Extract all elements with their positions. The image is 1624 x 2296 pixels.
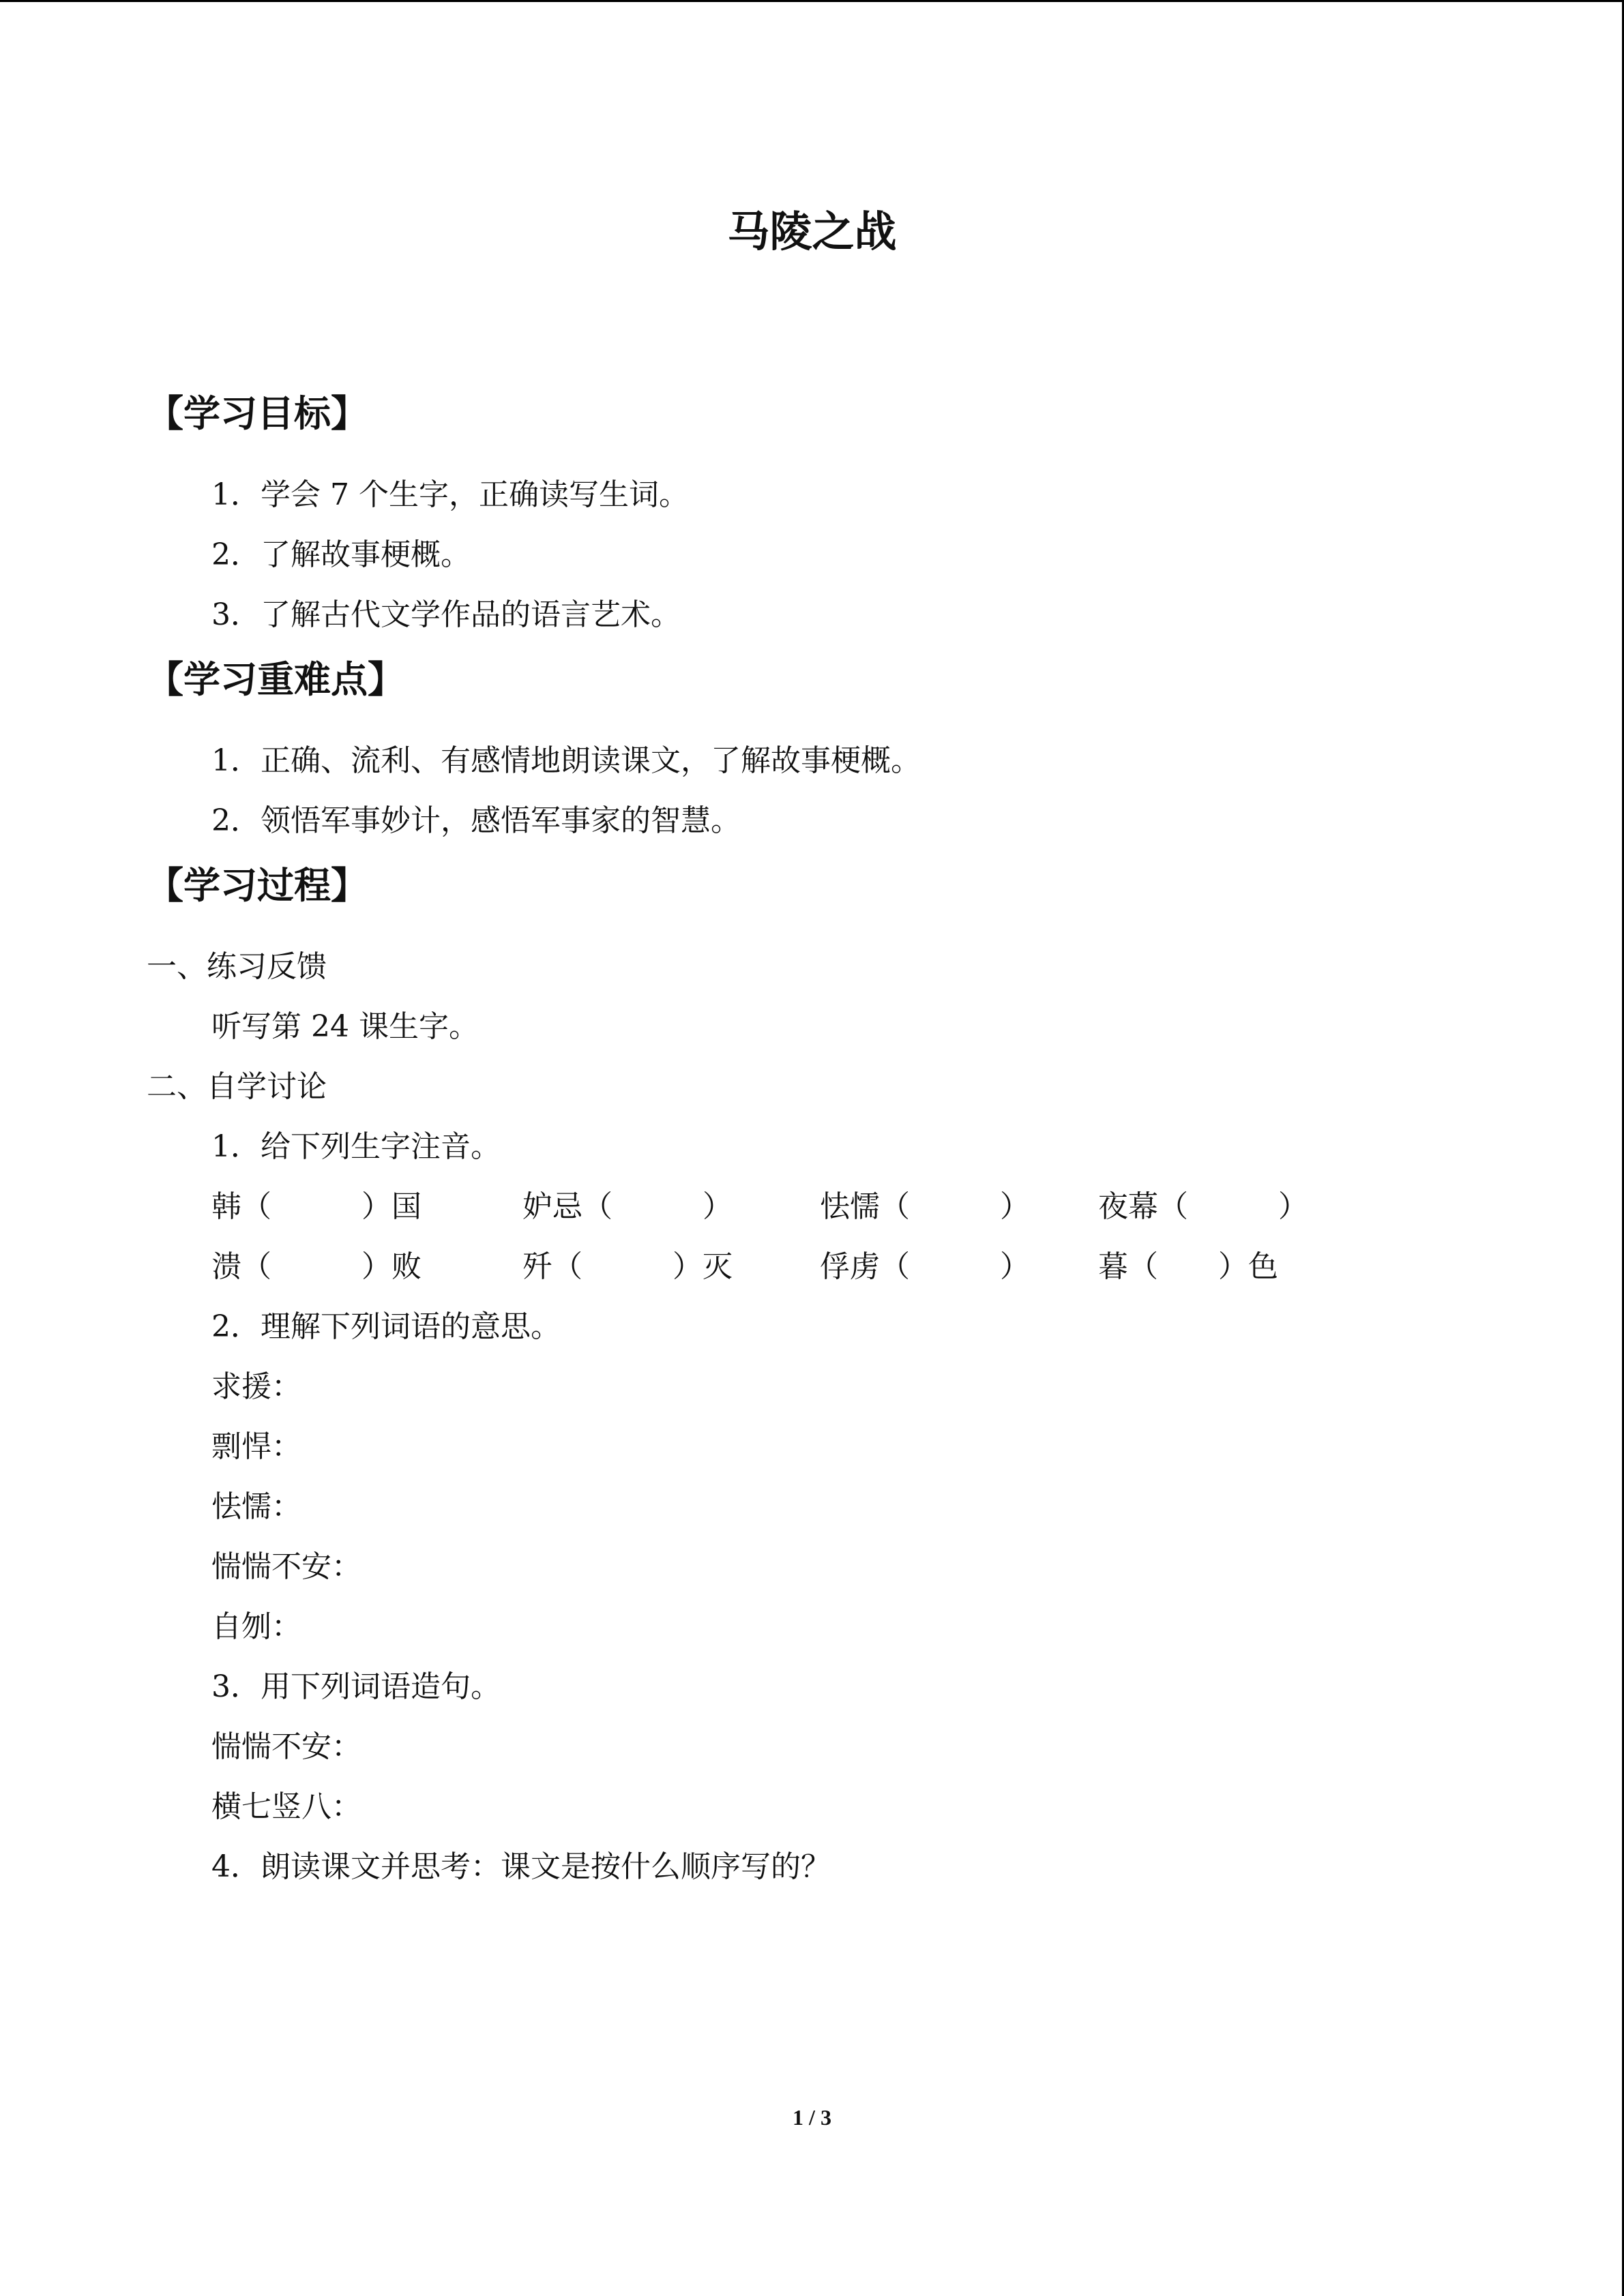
- document-title: 马陵之战: [727, 207, 897, 256]
- goal-item-1: 1．学会 7 个生字，正确读写生词。: [211, 477, 689, 512]
- pinyin-item: 怯懦（ ）: [820, 1189, 1030, 1224]
- page-number: 1 / 3: [793, 2105, 831, 2130]
- keypoint-item-1: 1．正确、流利、有感情地朗读课文，了解故事梗概。: [211, 743, 921, 778]
- part1-label: 一、练习反馈: [147, 949, 327, 984]
- keypoint-item-2: 2．领悟军事妙计，感悟军事家的智慧。: [211, 803, 741, 838]
- pinyin-item: 俘虏（ ）: [820, 1249, 1030, 1284]
- sentence-term-item: 惴惴不安：: [211, 1729, 361, 1764]
- pinyin-item: 歼（ ）灭: [522, 1249, 733, 1284]
- page-border-top: [0, 0, 1624, 2]
- sentence-term-item: 横七竖八：: [211, 1789, 361, 1824]
- question-2: 2．理解下列词语的意思。: [211, 1309, 561, 1344]
- question-4: 4．朗读课文并思考：课文是按什么顺序写的？: [211, 1849, 831, 1884]
- term-item: 剽悍：: [211, 1429, 301, 1464]
- question-1: 1．给下列生字注音。: [211, 1129, 501, 1164]
- goal-item-2: 2．了解故事梗概。: [211, 537, 471, 572]
- pinyin-item: 溃（ ）败: [211, 1249, 422, 1284]
- term-item: 惴惴不安：: [211, 1549, 361, 1584]
- goal-item-3: 3．了解古代文学作品的语言艺术。: [211, 597, 681, 632]
- term-item: 求援：: [211, 1369, 301, 1404]
- term-item: 怯懦：: [211, 1489, 301, 1524]
- heading-learning-process: 【学习过程】: [147, 864, 368, 907]
- heading-key-points: 【学习重难点】: [147, 658, 404, 701]
- part2-label: 二、自学讨论: [147, 1069, 327, 1104]
- pinyin-item: 妒忌（ ）: [522, 1189, 733, 1224]
- pinyin-item: 暮（ ）色: [1098, 1249, 1278, 1284]
- term-item: 自刎：: [211, 1609, 301, 1644]
- question-3: 3．用下列词语造句。: [211, 1669, 501, 1704]
- heading-learning-goals: 【学习目标】: [147, 392, 368, 435]
- part1-text: 听写第 24 课生字。: [211, 1009, 479, 1044]
- pinyin-item: 夜幕（ ）: [1098, 1189, 1308, 1224]
- pinyin-item: 韩（ ）国: [211, 1189, 422, 1224]
